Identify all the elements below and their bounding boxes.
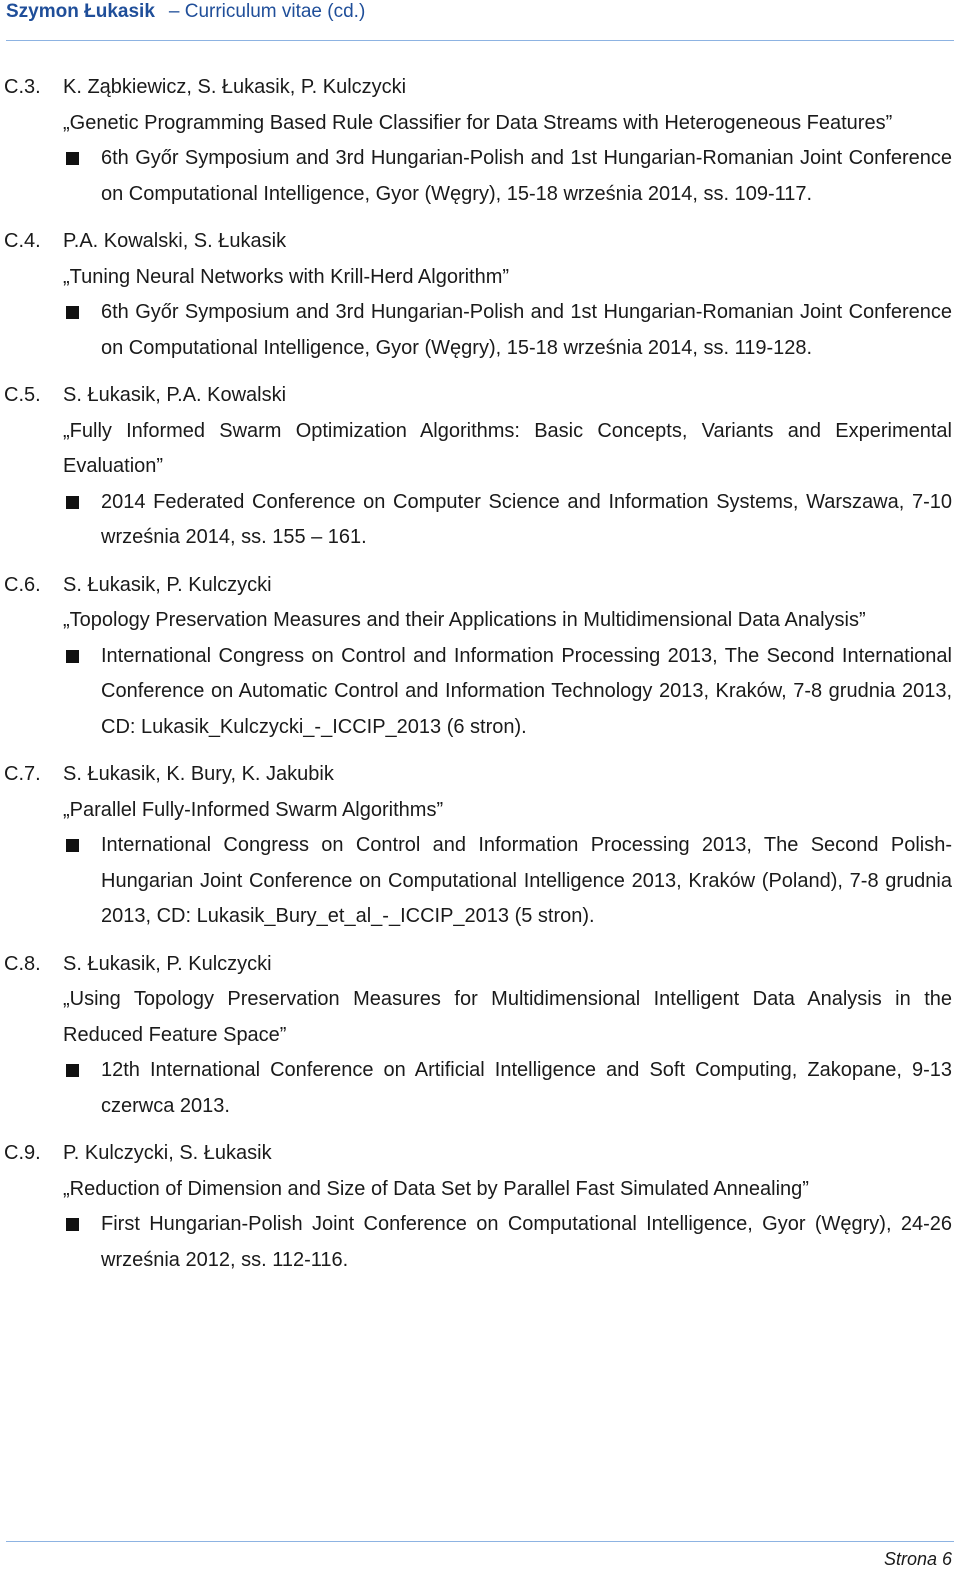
entry-body bbox=[63, 947, 952, 1125]
publication-entry-c8 bbox=[0, 947, 960, 1125]
square-bullet-icon bbox=[66, 152, 79, 165]
entry-number: C.5. bbox=[4, 384, 41, 406]
entry-number: C.7. bbox=[4, 763, 41, 785]
entry-number: C.4. bbox=[4, 230, 41, 252]
page-footer bbox=[6, 1541, 954, 1574]
publication-list bbox=[0, 70, 960, 1290]
entry-venue: International Congress on Control and Information Processing 2013, The Second Polish-Hungarian Joint Conference on Computational Intelligence 2013, Kraków (Poland), 7-8 grudnia 2013, CD: Lukasik_Bury_et_al_-_ICCIP_2013 (5 stron). bbox=[101, 834, 952, 927]
entry-authors: S. Łukasik, P. Kulczycki bbox=[63, 573, 272, 596]
entry-venue-row bbox=[63, 485, 952, 556]
entry-authors: S. Łukasik, K. Bury, K. Jakubik bbox=[63, 763, 334, 785]
entry-venue: First Hungarian-Polish Joint Conference on Computational Intelligence, Gyor (Węgry), 24-26 września 2012, ss. 112-116. bbox=[101, 1213, 952, 1271]
entry-title: „Fully Informed Swarm Optimization Algorithms: Basic Concepts, Variants and Experimental Evaluation” bbox=[63, 419, 952, 477]
entry-title: „Genetic Programming Based Rule Classifier for Data Streams with Heterogeneous Features” bbox=[63, 111, 893, 134]
publication-entry-c6 bbox=[0, 568, 960, 746]
entry-venue-row bbox=[63, 1053, 952, 1124]
publication-entry-c4 bbox=[0, 224, 960, 366]
entry-body bbox=[63, 378, 952, 556]
page-header bbox=[6, 0, 954, 41]
entry-number: C.8. bbox=[4, 952, 41, 975]
header-doc-title: – Curriculum vitae (cd.) bbox=[168, 1, 366, 22]
entry-number: C.3. bbox=[4, 76, 41, 98]
entry-venue: 2014 Federated Conference on Computer Science and Information Systems, Warszawa, 7-10 września 2014, ss. 155 – 161. bbox=[101, 490, 952, 548]
page-number: Strona 6 bbox=[883, 1549, 952, 1569]
entry-title: „Tuning Neural Networks with Krill-Herd Algorithm” bbox=[63, 265, 510, 288]
square-bullet-icon bbox=[66, 306, 79, 319]
publication-entry-c3 bbox=[0, 70, 960, 212]
entry-authors: P.A. Kowalski, S. Łukasik bbox=[63, 230, 287, 252]
entry-title: „Reduction of Dimension and Size of Data Set by Parallel Fast Simulated Annealing” bbox=[63, 1177, 809, 1200]
entry-venue-row bbox=[63, 828, 952, 935]
entry-authors: S. Łukasik, P.A. Kowalski bbox=[63, 384, 287, 406]
entry-title: „Using Topology Preservation Measures for Multidimensional Intelligent Data Analysis in the Reduced Feature Space” bbox=[63, 988, 952, 1046]
publication-entry-c5 bbox=[0, 378, 960, 556]
entry-body bbox=[63, 224, 952, 366]
entry-venue: 12th International Conference on Artificial Intelligence and Soft Computing, Zakopane, 9-13 czerwca 2013. bbox=[101, 1059, 952, 1117]
square-bullet-icon bbox=[66, 839, 79, 852]
entry-number: C.6. bbox=[4, 573, 41, 596]
entry-venue: 6th Győr Symposium and 3rd Hungarian-Polish and 1st Hungarian-Romanian Joint Conference on Computational Intelligence, Gyor (Węgry), 15-18 września 2014, ss. 109-117. bbox=[101, 147, 952, 205]
publication-entry-c7 bbox=[0, 757, 960, 935]
entry-authors: K. Ząbkiewicz, S. Łukasik, P. Kulczycki bbox=[63, 76, 407, 98]
entry-body bbox=[63, 568, 952, 746]
entry-title: „Topology Preservation Measures and their Applications in Multidimensional Data Analysis” bbox=[63, 609, 866, 631]
square-bullet-icon bbox=[66, 1064, 79, 1077]
entry-title: „Parallel Fully-Informed Swarm Algorithms” bbox=[63, 798, 444, 821]
header-author: Szymon Łukasik bbox=[6, 1, 155, 22]
entry-number: C.9. bbox=[4, 1142, 41, 1164]
square-bullet-icon bbox=[66, 1218, 79, 1231]
entry-body bbox=[63, 757, 952, 935]
entry-venue: 6th Győr Symposium and 3rd Hungarian-Polish and 1st Hungarian-Romanian Joint Conference on Computational Intelligence, Gyor (Węgry), 15-18 września 2014, ss. 119-128. bbox=[101, 301, 952, 359]
square-bullet-icon bbox=[66, 650, 79, 663]
publication-entry-c9 bbox=[0, 1136, 960, 1278]
square-bullet-icon bbox=[66, 496, 79, 509]
entry-body bbox=[63, 70, 952, 212]
entry-venue-row bbox=[63, 639, 952, 746]
entry-authors: S. Łukasik, P. Kulczycki bbox=[63, 952, 272, 975]
entry-body bbox=[63, 1136, 952, 1278]
entry-venue-row bbox=[63, 1207, 952, 1278]
entry-venue: International Congress on Control and Information Processing 2013, The Second International Conference on Automatic Control and Information Technology 2013, Kraków, 7-8 grudnia 2013, CD: Lukasik_Kulczycki_-_ICCIP_2013 (6 stron). bbox=[101, 644, 952, 738]
entry-venue-row bbox=[63, 295, 952, 366]
entry-venue-row bbox=[63, 141, 952, 212]
entry-authors: P. Kulczycki, S. Łukasik bbox=[63, 1142, 272, 1164]
